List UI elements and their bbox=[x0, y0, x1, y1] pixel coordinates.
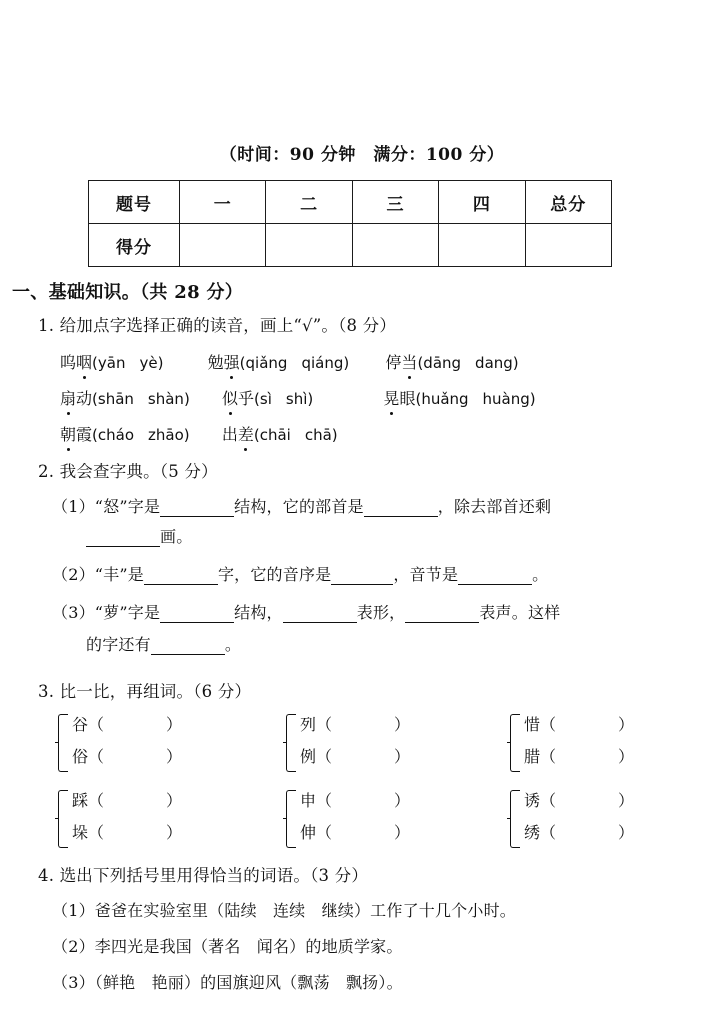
question-2-item-3 bbox=[52, 600, 560, 623]
pinyin-option-a[interactable]: huǎng bbox=[421, 390, 469, 408]
pinyin-open: ( bbox=[417, 354, 424, 372]
exam-meta-line: （时间：90 分钟 满分：100 分） bbox=[219, 145, 505, 165]
brace-icon bbox=[58, 714, 68, 772]
score-table-cell[interactable] bbox=[525, 224, 611, 267]
blank-field[interactable] bbox=[405, 607, 479, 623]
paren-close: ） bbox=[394, 715, 411, 734]
word-char: 谷（ bbox=[72, 715, 105, 734]
brace-icon bbox=[286, 790, 296, 848]
pinyin-row-3 bbox=[60, 422, 338, 445]
pinyin-option-a[interactable]: chāi bbox=[259, 426, 291, 444]
score-table-cell[interactable] bbox=[180, 224, 266, 267]
word-char: 申（ bbox=[300, 791, 333, 810]
brace-icon bbox=[286, 714, 296, 772]
word-entry[interactable] bbox=[72, 744, 182, 767]
word-char: 腊（ bbox=[524, 747, 557, 766]
pinyin-item[interactable] bbox=[60, 422, 190, 445]
text-segment: 。 bbox=[224, 635, 242, 654]
word-char: 惜（ bbox=[524, 715, 557, 734]
word-entry[interactable] bbox=[72, 820, 182, 843]
score-table-cell[interactable]: 三 bbox=[352, 181, 438, 224]
blank-field[interactable] bbox=[160, 607, 234, 623]
table-row bbox=[89, 224, 612, 267]
pinyin-option-b[interactable]: chā bbox=[304, 426, 332, 444]
brace-icon bbox=[58, 790, 68, 848]
word-dotted: 朝 bbox=[60, 422, 76, 445]
word-group-row-1 bbox=[58, 712, 708, 774]
pinyin-item[interactable] bbox=[60, 386, 190, 409]
pinyin-close: ) bbox=[183, 426, 190, 444]
pinyin-option-b[interactable]: yè bbox=[139, 354, 158, 372]
text-segment: 结构， bbox=[234, 603, 283, 622]
pinyin-option-b[interactable]: shàn bbox=[147, 390, 184, 408]
pinyin-close: ) bbox=[183, 390, 190, 408]
word-entry[interactable] bbox=[524, 744, 634, 767]
word-tail: 乎 bbox=[238, 389, 255, 408]
paren-close: ） bbox=[166, 791, 183, 810]
pinyin-option-a[interactable]: cháo bbox=[97, 426, 135, 444]
blank-field[interactable] bbox=[331, 569, 393, 585]
pinyin-option-b[interactable]: zhāo bbox=[148, 426, 184, 444]
score-table-cell[interactable] bbox=[352, 224, 438, 267]
blank-field[interactable] bbox=[364, 501, 438, 517]
score-table-cell[interactable]: 四 bbox=[439, 181, 525, 224]
pinyin-option-a[interactable]: yān bbox=[97, 354, 126, 372]
brace-icon bbox=[510, 714, 520, 772]
pinyin-close: ) bbox=[307, 390, 314, 408]
question-3-prompt: 3. 比一比，再组词。（6 分） bbox=[38, 682, 252, 701]
paren-close: ） bbox=[166, 747, 183, 766]
paren-close: ） bbox=[618, 747, 635, 766]
pinyin-close: ) bbox=[529, 390, 536, 408]
text-segment: 表形， bbox=[356, 603, 406, 622]
word-dotted: 扇 bbox=[60, 386, 76, 409]
score-table-container bbox=[88, 180, 612, 267]
pinyin-option-b[interactable]: huàng bbox=[482, 390, 530, 408]
pinyin-close: ) bbox=[157, 354, 164, 372]
word-char: 诱（ bbox=[524, 791, 557, 810]
word-entry[interactable] bbox=[524, 712, 634, 735]
question-2-item-3-cont bbox=[86, 632, 241, 655]
paren-close: ） bbox=[394, 823, 411, 842]
score-table-row-label: 得分 bbox=[89, 224, 180, 267]
word-tail: 霞 bbox=[76, 425, 93, 444]
question-2-item-1-cont bbox=[86, 524, 192, 547]
question-4-prompt: 4. 选出下列括号里用得恰当的词语。（3 分） bbox=[38, 866, 369, 885]
text-segment: 结构，它的部首是 bbox=[234, 497, 364, 516]
pinyin-item[interactable] bbox=[208, 350, 350, 373]
word-dotted: 强 bbox=[224, 350, 240, 373]
score-table bbox=[88, 180, 612, 267]
word-entry[interactable] bbox=[72, 712, 182, 735]
pinyin-close: ) bbox=[343, 354, 350, 372]
pinyin-item[interactable] bbox=[383, 386, 535, 409]
blank-field[interactable] bbox=[458, 569, 532, 585]
text-segment: 画。 bbox=[160, 527, 193, 546]
section-1-heading: 一、基础知识。（共 28 分） bbox=[12, 282, 244, 303]
pinyin-open: ( bbox=[254, 390, 260, 408]
word-plain: 出 bbox=[221, 425, 238, 444]
paren-close: ） bbox=[394, 791, 411, 810]
pinyin-open: ( bbox=[92, 390, 98, 408]
word-tail: 眼 bbox=[399, 389, 416, 408]
word-tail: 动 bbox=[76, 389, 93, 408]
text-segment: 字，它的音序是 bbox=[217, 565, 332, 584]
question-2-prompt: 2. 我会查字典。（5 分） bbox=[38, 462, 218, 481]
blank-field[interactable] bbox=[86, 531, 160, 547]
score-table-cell[interactable] bbox=[266, 224, 352, 267]
pinyin-option-a[interactable]: qiǎng bbox=[245, 354, 288, 372]
blank-field[interactable] bbox=[283, 607, 357, 623]
pinyin-open: ( bbox=[92, 426, 98, 444]
paren-close: ） bbox=[618, 823, 635, 842]
text-segment: （3）“萝”字是 bbox=[52, 603, 161, 622]
word-dotted: 晃 bbox=[383, 386, 399, 409]
question-4-item-3[interactable]: （3）（鲜艳 艳丽）的国旗迎风（飘荡 飘扬）。 bbox=[52, 973, 403, 992]
pinyin-option-b[interactable]: dang bbox=[475, 354, 513, 372]
word-char: 例（ bbox=[300, 747, 333, 766]
question-2-item-1 bbox=[52, 494, 551, 517]
word-entry[interactable] bbox=[524, 820, 634, 843]
pinyin-open: ( bbox=[92, 354, 98, 372]
pinyin-option-a[interactable]: dāng bbox=[423, 354, 462, 372]
text-segment: ，除去部首还剩 bbox=[437, 497, 552, 516]
blank-field[interactable] bbox=[151, 639, 225, 655]
word-entry[interactable] bbox=[300, 712, 410, 735]
word-char: 垛（ bbox=[72, 823, 105, 842]
question-1-prompt: 1. 给加点字选择正确的读音，画上“√”。（8 分） bbox=[38, 316, 397, 335]
word-dotted: 当 bbox=[401, 350, 417, 373]
paren-close: ） bbox=[618, 791, 635, 810]
word-plain: 停 bbox=[385, 353, 402, 372]
paren-close: ） bbox=[618, 715, 635, 734]
pinyin-open: ( bbox=[415, 390, 422, 408]
text-segment: （1）“怒”字是 bbox=[52, 497, 161, 516]
score-table-cell[interactable] bbox=[439, 224, 525, 267]
word-dotted: 似 bbox=[222, 386, 238, 409]
word-char: 俗（ bbox=[72, 747, 105, 766]
word-entry[interactable] bbox=[300, 788, 410, 811]
word-entry[interactable] bbox=[72, 788, 182, 811]
word-char: 列（ bbox=[300, 715, 333, 734]
word-entry[interactable] bbox=[524, 788, 634, 811]
score-table-row-label: 题号 bbox=[89, 181, 180, 224]
word-entry[interactable] bbox=[300, 820, 410, 843]
paren-close: ） bbox=[394, 747, 411, 766]
word-dotted: 差 bbox=[238, 422, 254, 445]
question-4-item-2[interactable]: （2）李四光是我国（著名 闻名）的地质学家。 bbox=[52, 937, 403, 956]
pinyin-row-2 bbox=[60, 386, 536, 409]
question-2-item-2 bbox=[52, 562, 548, 585]
pinyin-option-b[interactable]: qiáng bbox=[301, 354, 344, 372]
pinyin-item[interactable] bbox=[222, 422, 338, 445]
pinyin-open: ( bbox=[239, 354, 246, 372]
word-plain: 呜 bbox=[60, 353, 77, 372]
pinyin-option-a[interactable]: sì bbox=[259, 390, 272, 408]
pinyin-open: ( bbox=[253, 426, 260, 444]
word-entry[interactable] bbox=[300, 744, 410, 767]
score-table-cell[interactable]: 二 bbox=[266, 181, 352, 224]
question-4-item-1[interactable]: （1）爸爸在实验室里（陆续 连续 继续）工作了十几个小时。 bbox=[52, 901, 516, 920]
blank-field[interactable] bbox=[160, 501, 234, 517]
brace-icon bbox=[510, 790, 520, 848]
word-plain: 勉 bbox=[207, 353, 224, 372]
pinyin-close: ) bbox=[512, 354, 519, 372]
text-segment: ，音节是 bbox=[393, 565, 459, 584]
word-dotted: 咽 bbox=[76, 350, 92, 373]
text-segment: 表声。这样 bbox=[479, 603, 561, 622]
pinyin-row-1 bbox=[60, 350, 519, 373]
score-table-cell[interactable]: 一 bbox=[180, 181, 266, 224]
text-segment: 。 bbox=[532, 565, 549, 584]
blank-field[interactable] bbox=[144, 569, 218, 585]
word-char: 伸（ bbox=[300, 823, 333, 842]
score-table-cell[interactable]: 总分 bbox=[525, 181, 611, 224]
pinyin-option-b[interactable]: shì bbox=[285, 390, 308, 408]
pinyin-close: ) bbox=[331, 426, 338, 444]
text-segment: 的字还有 bbox=[86, 635, 151, 654]
pinyin-item[interactable] bbox=[222, 386, 313, 409]
paren-close: ） bbox=[166, 823, 183, 842]
word-group-row-2 bbox=[58, 788, 708, 850]
word-char: 踩（ bbox=[72, 791, 105, 810]
table-row bbox=[89, 181, 612, 224]
pinyin-item[interactable] bbox=[60, 350, 163, 373]
text-segment: （2）“丰”是 bbox=[52, 565, 144, 584]
pinyin-option-a[interactable]: shān bbox=[97, 390, 134, 408]
paren-close: ） bbox=[166, 715, 183, 734]
pinyin-item[interactable] bbox=[385, 350, 518, 373]
word-char: 绣（ bbox=[524, 823, 557, 842]
